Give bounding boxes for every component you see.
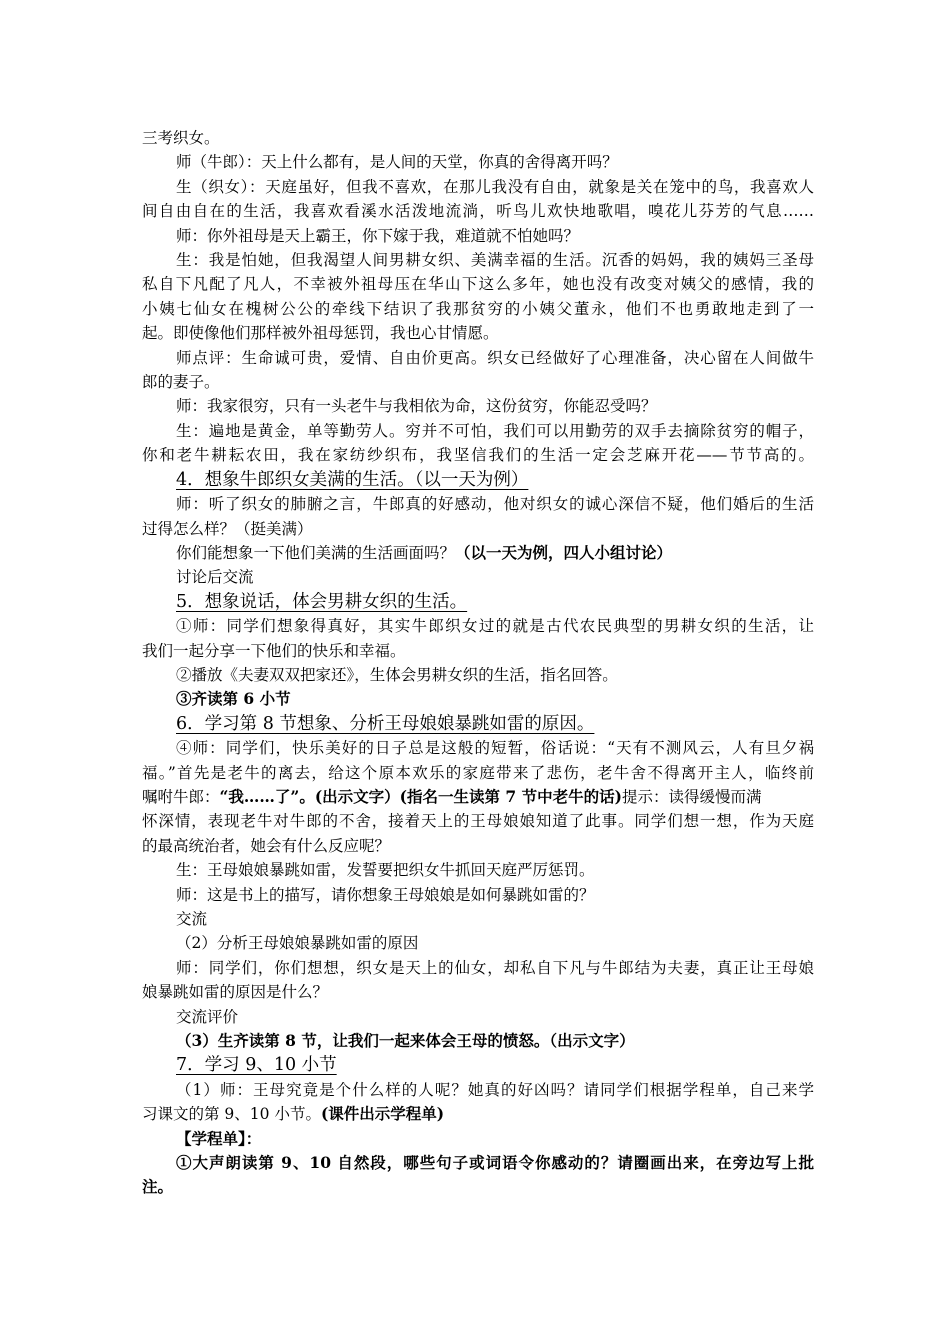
- section-heading: [142, 1053, 814, 1077]
- line-text: （1）师：王母究竟是个什么样的人呢？她真的好凶吗？请同学们根据学程单，自己来学: [176, 1080, 814, 1099]
- paragraph-line: [142, 346, 814, 370]
- line-text: 师：听了织女的肺腑之言，牛郎真的好感动，他对织女的诚心深信不疑，他们婚后的生活: [176, 495, 814, 514]
- paragraph-line: [142, 1175, 814, 1199]
- line-text: 习课文的第 9、10 小节。: [142, 1105, 321, 1124]
- bold-text: （以一天为例，四人小组讨论）: [455, 542, 673, 562]
- paragraph-line: [142, 492, 814, 516]
- line-text: 郎的妻子。: [142, 373, 220, 392]
- line-text: ③齐读第 6 小节: [176, 689, 291, 709]
- paragraph-line: [142, 443, 814, 467]
- paragraph-line: [142, 248, 814, 272]
- paragraph-line: [142, 272, 814, 296]
- line-text: 生（织女）：天庭虽好，但我不喜欢，在那儿我没有自由，就象是关在笼中的鸟，我喜欢人: [176, 177, 814, 196]
- line-text: 我们一起分享一下他们的快乐和幸福。: [142, 641, 406, 660]
- paragraph-line: [142, 956, 814, 980]
- line-text: （3）生齐读第 8 节，让我们一起来体会王母的愤怒。（出示文字）: [176, 1031, 635, 1051]
- paragraph-line: [142, 785, 814, 809]
- paragraph-line: [142, 394, 814, 418]
- line-text: 娘暴跳如雷的原因是什么？: [142, 983, 329, 1002]
- section-heading: [142, 590, 814, 614]
- paragraph-line: [142, 150, 814, 174]
- line-text: 嘱咐牛郎：: [142, 787, 220, 806]
- paragraph-line: [142, 199, 814, 223]
- line-text: 福。”首先是老牛的离去，给这个原本欢乐的家庭带来了悲伤，老牛舍不得离开主人，临终前: [142, 763, 814, 782]
- bold-text: (课件出示学程单): [320, 1104, 445, 1124]
- paragraph-line: [142, 809, 814, 833]
- line-text: ②播放《夫妻双双把家还》，生体会男耕女织的生活，指名回答。: [176, 665, 618, 684]
- bold-text: “我……了”。(出示文字）(指名一生读第 7 节中老牛的话): [219, 786, 622, 806]
- paragraph-line: [142, 931, 814, 955]
- section-heading: [142, 468, 814, 492]
- line-text: 的最高统治者，她会有什么反应呢？: [142, 836, 391, 855]
- paragraph-line: [142, 663, 814, 687]
- line-text-tail: 提示：读得缓慢而满: [621, 787, 762, 806]
- document-body: [142, 126, 814, 1200]
- paragraph-line: [142, 517, 814, 541]
- paragraph-line: [142, 565, 814, 589]
- paragraph-line: [142, 1127, 814, 1151]
- line-text: 私自下凡配了凡人，不幸被外祖母压在华山下这么多年，她也没有改变对姨父的感情，我的: [142, 275, 814, 294]
- line-text: 生：我是怕她，但我渴望人间男耕女织、美满幸福的生活。沉香的妈妈，我的姨妈三圣母: [176, 251, 814, 270]
- line-text: 过得怎么样？（挺美满）: [142, 519, 313, 538]
- line-text: ④师：同学们，快乐美好的日子总是这般的短暂，俗话说：“天有不测风云，人有旦夕祸: [176, 739, 814, 758]
- line-text: 你和老牛耕耘农田，我在家纺纱织布，我坚信我们的生活一定会芝麻开花——节节高的。: [142, 446, 814, 465]
- paragraph-line: [142, 1005, 814, 1029]
- line-text: 师点评：生命诚可贵，爱情、自由价更高。织女已经做好了心理准备，决心留在人间做牛: [176, 348, 814, 367]
- paragraph-line: [142, 126, 814, 150]
- paragraph-line: [142, 1102, 814, 1126]
- paragraph-line: [142, 883, 814, 907]
- line-text: 小姨七仙女在槐树公公的牵线下结识了我那贫穷的小姨父董永，他们不也勇敢地走到了一: [142, 299, 814, 318]
- paragraph-line: [142, 639, 814, 663]
- line-text: 间自由自在的生活，我喜欢看溪水活泼地流淌，听鸟儿欢快地歌唱，嗅花儿芬芳的气息……: [142, 202, 814, 221]
- line-text: 师：我家很穷，只有一头老牛与我相依为命，这份贫穷，你能忍受吗？: [176, 397, 657, 416]
- line-text: 7．学习 9、10 小节: [176, 1055, 337, 1076]
- paragraph-line: [142, 980, 814, 1004]
- line-text: ①师：同学们想象得真好，其实牛郎织女过的就是古代农民典型的男耕女织的生活，让: [176, 617, 814, 636]
- paragraph-line: [142, 224, 814, 248]
- paragraph-line: [142, 907, 814, 931]
- line-text: 师：你外祖母是天上霸王，你下嫁于我，难道就不怕她吗？: [176, 226, 580, 245]
- paragraph-line: [142, 687, 814, 711]
- paragraph-line: [142, 1151, 814, 1175]
- line-text: 交流: [176, 910, 208, 928]
- line-text: 交流评价: [176, 1007, 239, 1026]
- line-text: 4．想象牛郎织女美满的生活。（以一天为例）: [176, 469, 529, 490]
- line-text: 5．想象说话，体会男耕女织的生活。: [176, 591, 468, 612]
- paragraph-line: [142, 297, 814, 321]
- line-text: 起。即使像他们那样被外祖母惩罚，我也心甘情愿。: [142, 324, 499, 343]
- paragraph-line: [142, 614, 814, 638]
- line-text: 注。: [142, 1177, 174, 1197]
- line-text: 6．学习第 8 节想象、分析王母娘娘暴跳如雷的原因。: [176, 713, 595, 734]
- line-text: 生：遍地是黄金，单等勤劳人。穷并不可怕，我们可以用勤劳的双手去摘除贫穷的帽子，: [176, 421, 814, 440]
- paragraph-line: [142, 834, 814, 858]
- line-text: 【学程单】：: [176, 1128, 262, 1148]
- line-text: （2）分析王母娘娘暴跳如雷的原因: [176, 934, 419, 953]
- paragraph-line: [142, 321, 814, 345]
- paragraph-line: [142, 858, 814, 882]
- line-text: 师：这是书上的描写，请你想象王母娘娘是如何暴跳如雷的？: [176, 885, 595, 904]
- line-text: 怀深情，表现老牛对牛郎的不舍，接着天上的王母娘娘知道了此事。同学们想一想，作为天庭: [142, 812, 814, 831]
- line-text: 生：王母娘娘暴跳如雷，发誓要把织女牛抓回天庭严厉惩罚。: [176, 861, 595, 880]
- line-text: 师（牛郎）：天上什么都有，是人间的天堂，你真的舍得离开吗？: [176, 153, 618, 172]
- paragraph-line: [142, 736, 814, 760]
- line-text: 师：同学们，你们想想，织女是天上的仙女，却私自下凡与牛郎结为夫妻，真正让王母娘: [176, 958, 814, 977]
- paragraph-line: [142, 1029, 814, 1053]
- paragraph-line: [142, 370, 814, 394]
- paragraph-line: [142, 1078, 814, 1102]
- line-text: 三考织女。: [142, 129, 220, 147]
- line-text: ①大声朗读第 9、10 自然段，哪些句子或词语令你感动的？请圈画出来，在旁边写上批: [176, 1153, 814, 1173]
- line-text: 讨论后交流: [176, 568, 254, 587]
- section-heading: [142, 712, 814, 736]
- line-text: 你们能想象一下他们美满的生活画面吗？: [176, 543, 456, 562]
- paragraph-line: [142, 541, 814, 565]
- paragraph-line: [142, 761, 814, 785]
- paragraph-line: [142, 175, 814, 199]
- paragraph-line: [142, 419, 814, 443]
